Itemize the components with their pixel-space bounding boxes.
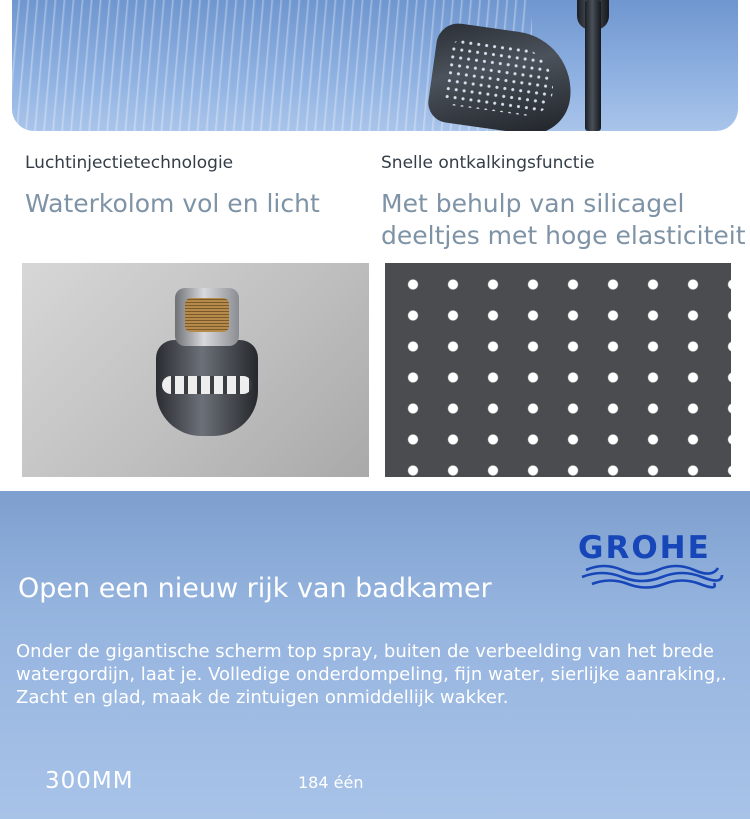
feature-title-descaling	[381, 188, 746, 252]
feature-label-descaling: Snelle ontkalkingsfunctie	[381, 153, 595, 173]
section-description: Onder de gigantische scherm top spray, buiten de verbeelding van het brede watergordijn, laat je. Volledige onderdompeling, fijn water, sierlijke aanraking,. Zacht en glad, maak de zintuigen onmiddellijk wakker.	[16, 641, 727, 708]
grohe-logo	[578, 530, 724, 590]
spec-count: 184 één	[298, 773, 364, 792]
aerator-photo	[22, 263, 369, 477]
shower-pipe	[585, 0, 601, 131]
logo-wordmark: GROHE	[578, 530, 711, 566]
shower-head-graphic	[426, 21, 579, 131]
logo-waves-icon	[578, 530, 724, 590]
feature-label-air-injection: Luchtinjectietechnologie	[25, 153, 234, 173]
section-title: Open een nieuw rijk van badkamer	[18, 573, 492, 604]
aerator-graphic	[152, 288, 262, 448]
spec-size: 300MM	[45, 768, 134, 794]
feature-title-air-injection: Waterkolom vol en licht	[25, 189, 320, 218]
silicone-nozzles-photo	[385, 263, 731, 477]
feature-title-descaling-line1: Met behulp van silicagel	[381, 189, 685, 218]
feature-title-descaling-line2: deeltjes met hoge elasticiteit	[381, 221, 746, 250]
nozzle-dots-graphic	[385, 263, 731, 477]
hero-shower-image	[12, 0, 738, 131]
